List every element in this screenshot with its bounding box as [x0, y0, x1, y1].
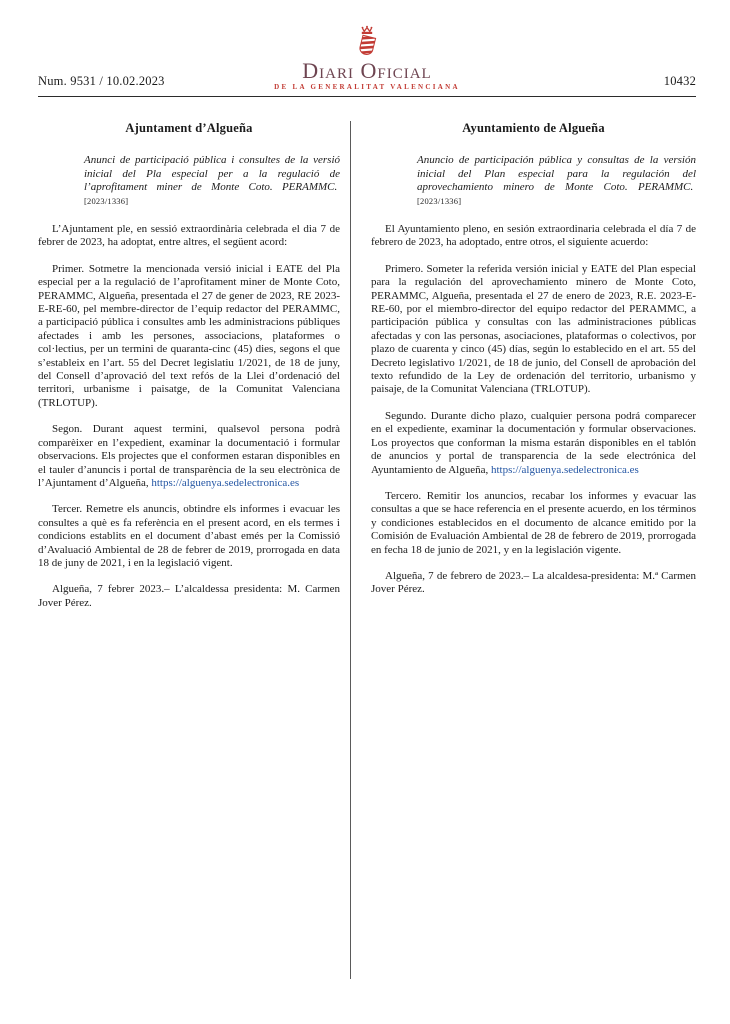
- paragraph-second-valencian: [38, 423, 340, 490]
- sede-electronica-link[interactable]: https://alguenya.sedelectronica.es: [151, 476, 300, 489]
- paragraph-intro-valencian: L’Ajuntament ple, en sessió extraordinària celebrada el dia 7 de febrer de 2023, ha adoptat, entre altres, el següent acord:: [38, 223, 340, 249]
- paragraph-third-valencian: Tercer. Remetre els anuncis, obtindre els informes i evacuar les consultes a què es fa referència en el present acord, en els termes i condicions establits en el document d’abast emés per la Comissió d’Avaluació Ambiental de 28 de febrer de 2019, prorrogada en data 18 de juny de 2021, i en la legislació vigent.: [38, 503, 340, 569]
- publication-ref: [2023/1336]: [417, 195, 462, 206]
- paragraph-intro-spanish: El Ayuntamiento pleno, en sesión extraordinaria celebrada el día 7 de febrero de 2023, ha adoptado, entre otros, el siguiente acuerdo:: [371, 223, 696, 249]
- paragraph-second-text: Segon. Durant aquest termini, qualsevol persona podrà comparèixer en l’expedient, examinar la documentació i formular observacions. Els projectes que el conformen estaran disponibles en el tauler d’anuncis i portal de transparència de la seu electrònica de l’Ajuntament d’Algueña,: [38, 423, 340, 489]
- article-heading-spanish: Ayuntamiento de Algueña: [462, 121, 605, 135]
- valencian-crest-icon: [356, 25, 378, 59]
- issue-number: Num. 9531 / 10.02.2023: [38, 74, 165, 88]
- masthead-subtitle: DE LA GENERALITAT VALENCIANA: [274, 83, 460, 91]
- subtitle-text: Anuncio de participación pública y consultas de la versión inicial del Plan especial para la regulación del aprovechamiento minero de Monte Coto. PERAMMC.: [417, 154, 696, 193]
- signature-spanish: Algueña, 7 de febrero de 2023.– La alcaldesa-presidenta: M.ª Carmen Jover Pérez.: [371, 569, 696, 596]
- signature-valencian: Algueña, 7 febrer 2023.– L’alcaldessa presidenta: M. Carmen Jover Pérez.: [38, 583, 340, 609]
- article-subtitle-valencian: [38, 154, 340, 208]
- paragraph-third-spanish: Tercero. Remitir los anuncios, recabar los informes y evacuar las consultas a que se hace referencia en el presente acuerdo, en los términos y condiciones establecidos en el documento de alcance emitido por la Comisión de Evaluación Ambiental de 28 de febrero de 2019, prorrogada en fecha 18 de junio de 2021, y en la legislación vigente.: [371, 489, 696, 556]
- column-spanish: [371, 121, 696, 979]
- paragraph-first-valencian: Primer. Sotmetre la mencionada versió inicial i EATE del Pla especial per a la regulació de l’aprofitament miner de Monte Coto, PERAMMC, Algueña, presentada el 27 de gener de 2023, RE 2023-E-RE-60, pel membre-director de l’equip redactor del PERAMMC, a participació pública i consultes amb les administracions públiques afectades i amb les persones, associacions, plataformes o col·lectius, per un termini de quaranta-cinc (45) dies, segons el que s’estableix en l’art. 55 del Decret legislatiu 1/2021, de 18 de juny, del Consell d’aprovació del text refós de la Llei d’ordenació del territori, urbanisme i paisatge, de la Comunitat Valenciana (TRLOTUP).: [38, 262, 340, 409]
- article-subtitle-spanish: [371, 154, 696, 208]
- article-heading-valencian: Ajuntament d’Algueña: [125, 121, 253, 135]
- page-number: 10432: [663, 74, 697, 88]
- masthead-title: Diari Oficial: [302, 58, 432, 83]
- column-valencian: [38, 121, 340, 979]
- paragraph-second-text: Segundo. Durante dicho plazo, cualquier persona podrá comparecer en el expediente, examinar la documentación y formular observaciones. Los proyectos que conforman la misma estarán disponibles en el tablón de anuncios y portal de transparencia de la sede electrónica del Ayuntamiento de Algueña,: [371, 409, 696, 476]
- column-divider: [350, 121, 351, 979]
- article-columns: [38, 97, 696, 979]
- masthead: [274, 25, 460, 91]
- sede-electronica-link[interactable]: https://alguenya.sedelectronica.es: [490, 463, 639, 476]
- page-header: [38, 0, 696, 97]
- paragraph-second-spanish: [371, 410, 696, 477]
- subtitle-text: Anunci de participació pública i consultes de la versió inicial del Pla especial per a la regulació de l’aprofitament miner de Monte Coto. PERAMMC.: [84, 154, 340, 193]
- publication-ref: [2023/1336]: [84, 195, 129, 206]
- paragraph-first-spanish: Primero. Someter la referida versión inicial y EATE del Plan especial para la regulación del aprovechamiento minero de Monte Coto, PERAMMC, Algueña, presentada el 27 de enero de 2023, R.E. 2023-E-RE-60, por el miembro-director del equipo redactor del PERAMMC, a participación pública y consultas con las administraciones públicas afectadas y con las personas, asociaciones, plataformas o colectivos, por plazo de cuarenta y cinco (45) días, según lo establecido en el art. 55 del Decreto legislativo 1/2021, de 18 de junio, del Consell de aprobación del texto refundido de la Ley de ordenación del territorio, urbanismo y paisaje, de la Comunitat Valenciana (TRLOTUP).: [371, 262, 696, 396]
